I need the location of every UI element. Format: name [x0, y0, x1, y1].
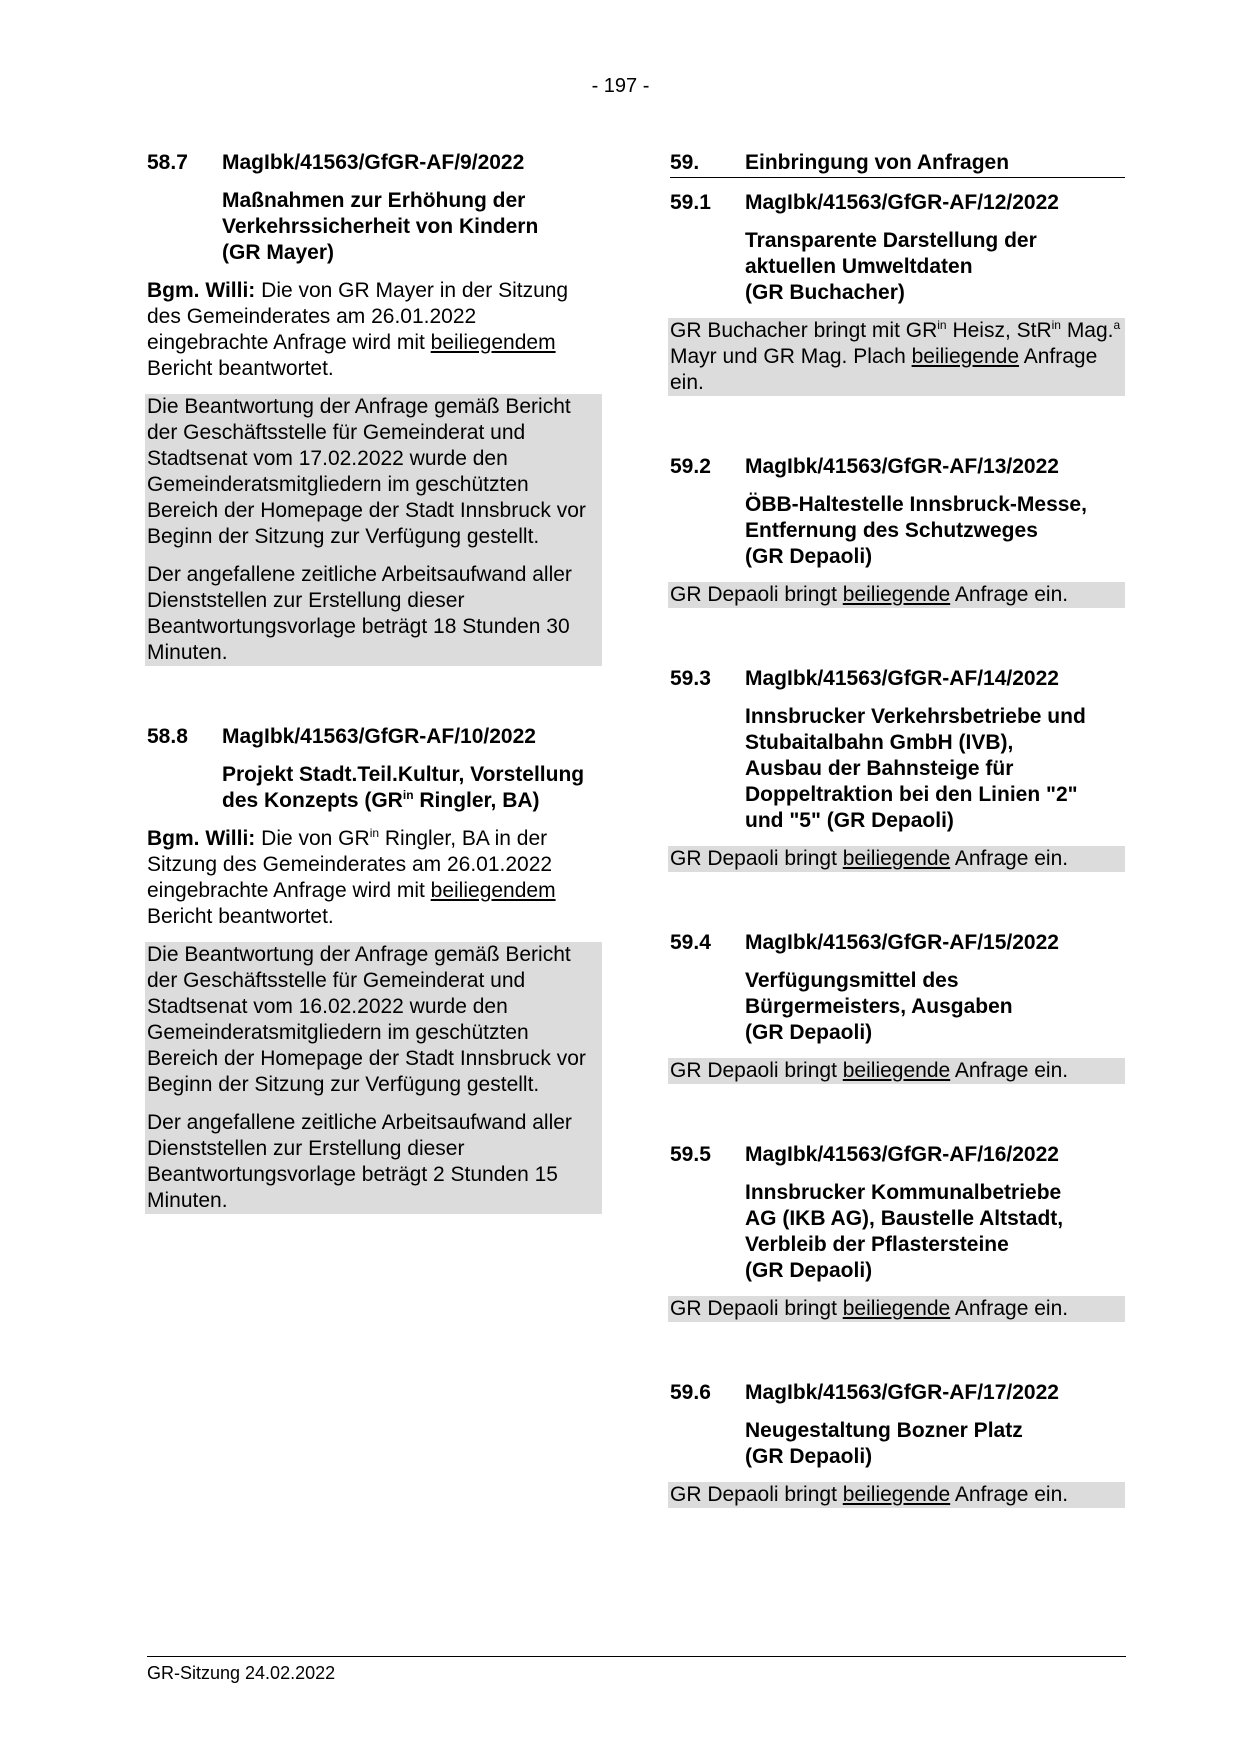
left-column — [147, 150, 602, 1226]
section-58-7 — [147, 150, 602, 666]
page-number: - 197 - — [591, 75, 650, 97]
attachment-link[interactable]: beiliegende — [842, 1059, 951, 1082]
section-heading — [147, 724, 602, 750]
section-59-4 — [670, 930, 1125, 1084]
title-line: (GR Depaoli) — [745, 545, 873, 568]
attachment-link[interactable]: beiliegende — [842, 847, 951, 870]
title-line: Entfernung des Schutzweges — [745, 519, 1038, 542]
intro-paragraph — [147, 826, 602, 930]
superscript: in — [937, 318, 947, 332]
section-title — [670, 968, 1125, 1046]
footer-divider — [147, 1656, 1126, 1657]
box-paragraph — [670, 1296, 1123, 1322]
chapter-title: Einbringung von Anfragen — [745, 151, 1010, 174]
title-line: Ausbau der Bahnsteige für — [745, 757, 1014, 780]
box-paragraph: Der angefallene zeitliche Arbeitsaufwand aller Dienststellen zur Erstellung dieser Beantwortungsvorlage beträgt 2 Stunden 15 Minuten. — [147, 1111, 572, 1212]
box-paragraph — [670, 318, 1123, 396]
box-paragraph — [670, 846, 1123, 872]
section-number: 59.4 — [670, 931, 711, 954]
title-text: Projekt Stadt.Teil.Kultur, Vorstellung des Konzepts (GR — [222, 763, 585, 812]
title-line: Innsbrucker Verkehrsbetriebe und — [745, 705, 1086, 728]
box-text: GR Depaoli bringt — [670, 1483, 843, 1506]
highlighted-box — [145, 942, 602, 1214]
title-line: Bürgermeisters, Ausgaben — [745, 995, 1013, 1018]
title-line: AG (IKB AG), Baustelle Altstadt, — [745, 1207, 1064, 1230]
section-title — [670, 492, 1125, 570]
box-paragraph — [670, 1482, 1123, 1508]
box-paragraph — [670, 1058, 1123, 1084]
section-reference: MagIbk/41563/GfGR-AF/15/2022 — [745, 931, 1059, 954]
box-paragraph: Die Beantwortung der Anfrage gemäß Bericht der Geschäftsstelle für Gemeinderat und Stadtsenat vom 17.02.2022 wurde den Gemeinderatsmitgliedern im geschützten Bereich der Homepage der Stadt Innsbruck vor Beginn der Sitzung zur Verfügung gestellt. — [147, 395, 586, 548]
section-number: 58.7 — [147, 151, 188, 174]
box-text: Anfrage ein. — [950, 583, 1069, 606]
title-line: (GR Buchacher) — [745, 281, 905, 304]
section-reference: MagIbk/41563/GfGR-AF/13/2022 — [745, 455, 1059, 478]
title-line: Doppeltraktion bei den Linien "2" — [745, 783, 1078, 806]
section-title — [670, 704, 1125, 834]
section-number: 59.2 — [670, 455, 711, 478]
title-line: Verfügungsmittel des — [745, 969, 959, 992]
section-title — [670, 1418, 1125, 1470]
attachment-link[interactable]: beiliegende — [911, 345, 1020, 368]
section-heading — [670, 454, 1125, 480]
title-line: Transparente Darstellung der — [745, 229, 1037, 252]
box-text: Anfrage ein. — [950, 1297, 1069, 1320]
intro-end: Bericht beantwortet. — [147, 905, 334, 928]
section-reference: MagIbk/41563/GfGR-AF/17/2022 — [745, 1381, 1059, 1404]
title-line: Neugestaltung Bozner Platz — [745, 1419, 1023, 1442]
section-title — [670, 1180, 1125, 1284]
section-title — [147, 188, 602, 266]
chapter-number: 59. — [670, 151, 700, 174]
section-heading — [670, 1380, 1125, 1406]
section-number: 59.1 — [670, 191, 711, 214]
superscript: a — [1113, 318, 1121, 332]
section-title — [147, 762, 602, 814]
box-paragraph: Der angefallene zeitliche Arbeitsaufwand aller Dienststellen zur Erstellung dieser Beantwortungsvorlage beträgt 18 Stunden 30 Minuten. — [147, 563, 572, 664]
section-number: 58.8 — [147, 725, 188, 748]
box-paragraph — [670, 582, 1123, 608]
box-text: Heisz, StR — [946, 319, 1052, 342]
section-59-2 — [670, 454, 1125, 608]
highlighted-box — [668, 1482, 1125, 1508]
title-line: aktuellen Umweltdaten — [745, 255, 973, 278]
section-59-5 — [670, 1142, 1125, 1322]
box-text: Anfrage ein. — [950, 1483, 1069, 1506]
attachment-link[interactable]: beiliegendem — [430, 331, 556, 354]
highlighted-box — [145, 394, 602, 666]
title-line: Innsbrucker Kommunalbetriebe — [745, 1181, 1062, 1204]
box-text: Anfrage ein. — [670, 345, 1098, 394]
box-text: Anfrage ein. — [950, 1059, 1069, 1082]
section-heading — [670, 930, 1125, 956]
section-heading — [147, 150, 602, 176]
intro-text: Die von GR — [255, 827, 370, 850]
superscript: in — [1051, 318, 1061, 332]
intro-text: Ringler, BA in der Sitzung des Gemeinderates am 26.01.2022 eingebrachte Anfrage wird mit — [147, 827, 553, 902]
title-line: und "5" (GR Depaoli) — [745, 809, 954, 832]
section-heading — [670, 190, 1125, 216]
title-line: Verkehrssicherheit von Kindern — [222, 215, 539, 238]
highlighted-box — [668, 1296, 1125, 1322]
highlighted-box — [668, 846, 1125, 872]
section-59-6 — [670, 1380, 1125, 1508]
attachment-link[interactable]: beiliegendem — [430, 879, 556, 902]
box-text: Mag. — [1060, 319, 1114, 342]
section-number: 59.5 — [670, 1143, 711, 1166]
title-line: (GR Depaoli) — [745, 1021, 873, 1044]
title-text-end: Ringler, BA) — [413, 789, 540, 812]
section-title — [670, 228, 1125, 306]
section-heading — [670, 666, 1125, 692]
section-reference: MagIbk/41563/GfGR-AF/16/2022 — [745, 1143, 1059, 1166]
attachment-link[interactable]: beiliegende — [842, 1297, 951, 1320]
section-reference: MagIbk/41563/GfGR-AF/12/2022 — [745, 191, 1059, 214]
section-number: 59.6 — [670, 1381, 711, 1404]
box-text: GR Buchacher bringt mit GR — [670, 319, 938, 342]
highlighted-box — [668, 1058, 1125, 1084]
superscript: in — [369, 826, 380, 840]
right-column — [670, 150, 1125, 1520]
attachment-link[interactable]: beiliegende — [842, 1483, 951, 1506]
section-59-1 — [670, 190, 1125, 396]
footer-text: GR-Sitzung 24.02.2022 — [147, 1663, 336, 1683]
title-line: (GR Depaoli) — [745, 1259, 873, 1282]
title-line: (GR Depaoli) — [745, 1445, 873, 1468]
highlighted-box — [668, 318, 1125, 396]
section-reference: MagIbk/41563/GfGR-AF/10/2022 — [222, 725, 536, 748]
section-reference: MagIbk/41563/GfGR-AF/9/2022 — [222, 151, 525, 174]
title-superscript: in — [402, 788, 414, 802]
chapter-heading — [670, 150, 1125, 178]
section-58-8 — [147, 724, 602, 1214]
attachment-link[interactable]: beiliegende — [842, 583, 951, 606]
title-line: Maßnahmen zur Erhöhung der — [222, 189, 526, 212]
title-line: (GR Mayer) — [222, 241, 335, 264]
section-heading — [670, 1142, 1125, 1168]
speaker: Bgm. Willi: — [147, 279, 256, 302]
box-text: GR Depaoli bringt — [670, 847, 843, 870]
section-reference: MagIbk/41563/GfGR-AF/14/2022 — [745, 667, 1059, 690]
box-text: Mayr und GR Mag. Plach — [670, 345, 912, 368]
title-line: Verbleib der Pflastersteine — [745, 1233, 1009, 1256]
intro-text: Die von GR Mayer in der Sitzung des Gemeinderates am 26.01.2022 eingebrachte Anfrage wird mit — [147, 279, 569, 354]
highlighted-box — [668, 582, 1125, 608]
title-line: ÖBB-Haltestelle Innsbruck-Messe, — [745, 493, 1087, 516]
box-text: GR Depaoli bringt — [670, 1297, 843, 1320]
section-59-3 — [670, 666, 1125, 872]
box-paragraph: Die Beantwortung der Anfrage gemäß Bericht der Geschäftsstelle für Gemeinderat und Stadtsenat vom 16.02.2022 wurde den Gemeinderatsmitgliedern im geschützten Bereich der Homepage der Stadt Innsbruck vor Beginn der Sitzung zur Verfügung gestellt. — [147, 943, 586, 1096]
box-text: GR Depaoli bringt — [670, 583, 843, 606]
speaker: Bgm. Willi: — [147, 827, 256, 850]
section-number: 59.3 — [670, 667, 711, 690]
intro-end: Bericht beantwortet. — [147, 357, 334, 380]
intro-paragraph — [147, 278, 602, 382]
title-line: Stubaitalbahn GmbH (IVB), — [745, 731, 1014, 754]
box-text: Anfrage ein. — [950, 847, 1069, 870]
box-text: GR Depaoli bringt — [670, 1059, 843, 1082]
